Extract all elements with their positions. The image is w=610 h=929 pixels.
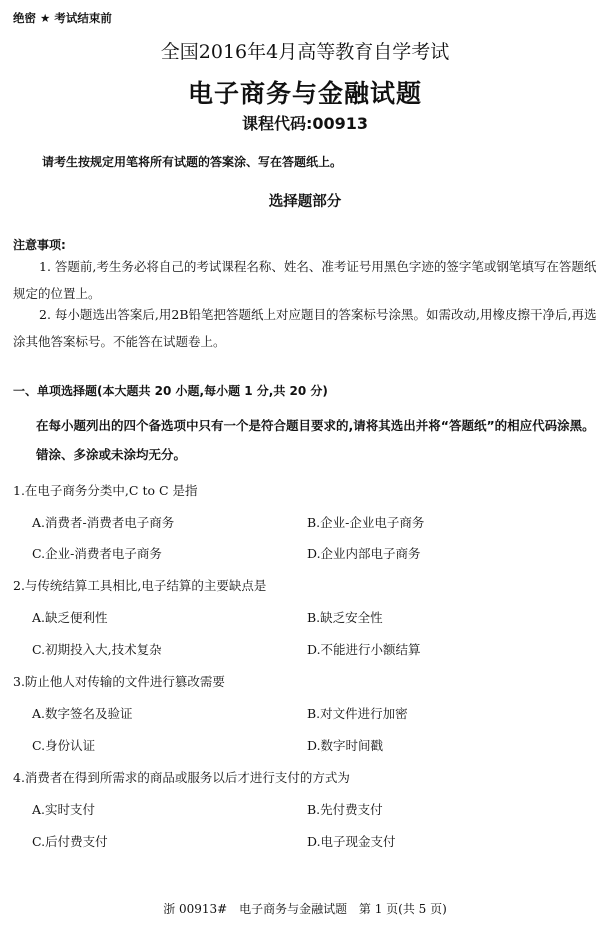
section-heading: 一、单项选择题(本大题共 20 小题,每小题 1 分,共 20 分) (13, 384, 328, 398)
note-item-text: 1. 答题前,考生务必将自己的考试课程名称、姓名、准考证号用黑色字迹的签字笔或钢笔填写在答题纸规定的位置上。 (13, 259, 597, 301)
question-4-option-a: A.实时支付 (32, 802, 96, 817)
footer-page-number: 第 1 页(共 5 页) (358, 902, 447, 916)
question-3-option-b: B.对文件进行加密 (307, 706, 408, 721)
question-1-option-b: B.企业-企业电子商务 (307, 515, 425, 530)
question-2-option-b: B.缺乏安全性 (307, 610, 383, 625)
confidential-label: 绝密 ★ 考试结束前 (13, 11, 112, 25)
answer-instruction: 请考生按规定用笔将所有试题的答案涂、写在答题纸上。 (42, 155, 343, 169)
section-description: 在每小题列出的四个备选项中只有一个是符合题目要求的,请将其选出并将“答题纸”的相应代码涂黑。错涂、多涂或未涂均无分。 (36, 418, 595, 462)
question-3: 3.防止他人对传输的文件进行篡改需要 (13, 674, 225, 689)
question-2-option-c: C.初期投入大,技术复杂 (32, 642, 162, 657)
question-4-option-d: D.电子现金支付 (307, 834, 396, 849)
question-2: 2.与传统结算工具相比,电子结算的主要缺点是 (13, 578, 267, 593)
question-3-option-c: C.身份认证 (32, 738, 96, 753)
note-item (13, 301, 598, 355)
question-4-option-b: B.先付费支付 (307, 802, 383, 817)
note-item (13, 253, 598, 307)
note-item-text: 2. 每小题选出答案后,用2B铅笔把答题纸上对应题目的答案标号涂黑。如需改动,用橡皮擦干净后,再选涂其他答案标号。不能答在试题卷上。 (13, 307, 597, 349)
question-1: 1.在电子商务分类中,C to C 是指 (13, 483, 198, 498)
footer-title: 电子商务与金融试题 (239, 902, 348, 916)
question-1-option-d: D.企业内部电子商务 (307, 546, 421, 561)
subject-title: 电子商务与金融试题 (187, 79, 422, 108)
question-3-option-a: A.数字签名及验证 (32, 706, 133, 721)
question-2-option-a: A.缺乏便利性 (32, 610, 108, 625)
question-1-option-a: A.消费者-消费者电子商务 (32, 515, 175, 530)
question-4: 4.消费者在得到所需求的商品或服务以后才进行支付的方式为 (13, 770, 350, 785)
question-4-option-c: C.后付费支付 (32, 834, 108, 849)
question-2-option-d: D.不能进行小额结算 (307, 642, 421, 657)
footer-code: 浙 00913# (163, 902, 228, 916)
question-1-option-c: C.企业-消费者电子商务 (32, 546, 162, 561)
exam-title: 全国2016年4月高等教育自学考试 (160, 41, 450, 63)
page-footer (0, 900, 610, 917)
part-title: 选择题部分 (268, 194, 342, 210)
question-3-option-d: D.数字时间戳 (307, 738, 384, 753)
notes-heading: 注意事项: (13, 238, 66, 252)
course-code: 课程代码:00913 (241, 114, 369, 133)
